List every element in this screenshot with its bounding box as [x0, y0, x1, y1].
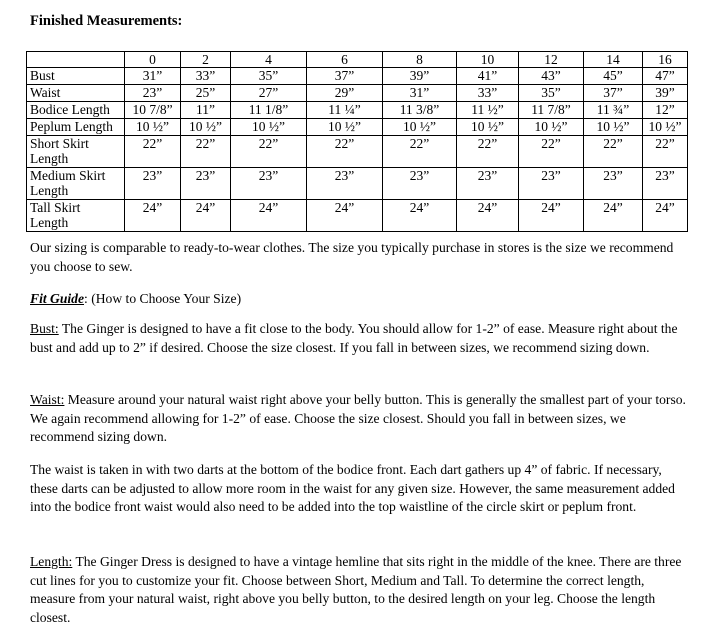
- table-cell: 23”: [231, 168, 307, 200]
- table-cell: 24”: [519, 200, 584, 232]
- table-cell: 39”: [643, 85, 688, 102]
- table-row: [27, 119, 688, 136]
- table-cell: 27”: [231, 85, 307, 102]
- table-cell: 23”: [457, 168, 519, 200]
- table-cell: 29”: [307, 85, 383, 102]
- table-cell: 31”: [383, 85, 457, 102]
- table-header-row: [27, 52, 688, 68]
- fit-guide-subtitle: : (How to Choose Your Size): [84, 291, 242, 306]
- table-row: [27, 85, 688, 102]
- table-cell: 22”: [307, 136, 383, 168]
- table-row: [27, 68, 688, 85]
- table-row: [27, 200, 688, 232]
- table-cell: 11 1/8”: [231, 102, 307, 119]
- row-label: Tall Skirt Length: [27, 200, 125, 232]
- table-cell: 10 ½”: [307, 119, 383, 136]
- table-cell: 24”: [181, 200, 231, 232]
- table-cell: 22”: [383, 136, 457, 168]
- table-cell: 10 7/8”: [125, 102, 181, 119]
- table-cell: 10 ½”: [584, 119, 643, 136]
- measurements-table: [26, 51, 688, 232]
- table-cell: 10 ½”: [643, 119, 688, 136]
- row-label: Bust: [27, 68, 125, 85]
- row-label: Waist: [27, 85, 125, 102]
- table-cell: 11 ½”: [457, 102, 519, 119]
- size-header: 6: [307, 52, 383, 68]
- waist-text: Measure around your natural waist right above your belly button. This is generally the smallest part of your torso. We again recommend allowing for 1-2” of ease. Choose the size closest. Should you fall in between sizes, we recommend sizing down.: [30, 392, 686, 444]
- table-cell: 23”: [519, 168, 584, 200]
- table-cell: 23”: [307, 168, 383, 200]
- fit-guide-title: Fit Guide: [30, 291, 85, 306]
- table-cell: 11 ¼”: [307, 102, 383, 119]
- size-header: 2: [181, 52, 231, 68]
- table-cell: 47”: [643, 68, 688, 85]
- bust-text: The Ginger is designed to have a fit close to the body. You should allow for 1-2” of ease. Measure right about the bust and add up to 2” if desired. Choose the size closest. If you fall in between sizes, we recommend sizing down.: [30, 321, 678, 355]
- fit-guide-heading: [30, 290, 692, 309]
- table-cell: 22”: [125, 136, 181, 168]
- table-cell: 45”: [584, 68, 643, 85]
- table-cell: 22”: [181, 136, 231, 168]
- table-cell: 11”: [181, 102, 231, 119]
- table-cell: 23”: [643, 168, 688, 200]
- sizing-note: Our sizing is comparable to ready-to-wear clothes. The size you typically purchase in stores is the size we recommend you choose to sew.: [30, 240, 674, 274]
- table-cell: 25”: [181, 85, 231, 102]
- waist-label: Waist:: [30, 392, 65, 407]
- size-header: 0: [125, 52, 181, 68]
- table-row: [27, 168, 688, 200]
- table-cell: 24”: [584, 200, 643, 232]
- table-cell: 12”: [643, 102, 688, 119]
- table-cell: 24”: [307, 200, 383, 232]
- table-cell: 23”: [125, 168, 181, 200]
- table-cell: 22”: [231, 136, 307, 168]
- table-cell: 11 7/8”: [519, 102, 584, 119]
- table-cell: 24”: [643, 200, 688, 232]
- table-cell: 24”: [457, 200, 519, 232]
- table-cell: 37”: [584, 85, 643, 102]
- table-cell: 10 ½”: [231, 119, 307, 136]
- table-cell: 11 ¾”: [584, 102, 643, 119]
- table-cell: 35”: [519, 85, 584, 102]
- table-cell: 41”: [457, 68, 519, 85]
- bust-paragraph: [30, 320, 692, 357]
- table-cell: 37”: [307, 68, 383, 85]
- table-cell: 24”: [125, 200, 181, 232]
- table-cell: 10 ½”: [181, 119, 231, 136]
- table-cell: 10 ½”: [457, 119, 519, 136]
- table-cell: 31”: [125, 68, 181, 85]
- size-header: 14: [584, 52, 643, 68]
- size-header: 8: [383, 52, 457, 68]
- table-cell: 33”: [181, 68, 231, 85]
- table-cell: 24”: [231, 200, 307, 232]
- table-cell: 22”: [643, 136, 688, 168]
- table-cell: 33”: [457, 85, 519, 102]
- table-cell: 22”: [584, 136, 643, 168]
- table-cell: 24”: [383, 200, 457, 232]
- size-header: 4: [231, 52, 307, 68]
- length-paragraph: [30, 553, 692, 627]
- table-cell: 10 ½”: [519, 119, 584, 136]
- table-cell: 23”: [584, 168, 643, 200]
- waist-paragraph: [30, 391, 692, 447]
- table-row: [27, 136, 688, 168]
- bust-label: Bust:: [30, 321, 59, 336]
- row-label: Peplum Length: [27, 119, 125, 136]
- table-cell: 23”: [125, 85, 181, 102]
- table-cell: 35”: [231, 68, 307, 85]
- table-cell: 23”: [181, 168, 231, 200]
- row-label: Medium Skirt Length: [27, 168, 125, 200]
- table-cell: 22”: [519, 136, 584, 168]
- table-cell: 10 ½”: [125, 119, 181, 136]
- length-label: Length:: [30, 554, 73, 569]
- length-text: The Ginger Dress is designed to have a vintage hemline that sits right in the middle of the knee. There are three cut lines for you to customize your fit. Choose between Short, Medium and Tall. To determine the correct length, measure from your natural waist, right above you belly button, to the desired length on your leg. Choose the length closest.: [30, 554, 682, 625]
- table-header-empty: [27, 52, 125, 68]
- size-header: 12: [519, 52, 584, 68]
- darts-paragraph: The waist is taken in with two darts at the bottom of the bodice front. Each dart gathers up 4” of fabric. If necessary, these darts can be adjusted to allow more room in the waist for any given size. However, the same measurement added into the bodice front waist would also need to be added into the top waistline of the circle skirt or peplum front.: [30, 462, 675, 514]
- size-header: 16: [643, 52, 688, 68]
- row-label: Bodice Length: [27, 102, 125, 119]
- table-cell: 10 ½”: [383, 119, 457, 136]
- table-cell: 22”: [457, 136, 519, 168]
- table-cell: 23”: [383, 168, 457, 200]
- table-cell: 11 3/8”: [383, 102, 457, 119]
- row-label: Short Skirt Length: [27, 136, 125, 168]
- page-title: Finished Measurements:: [30, 13, 183, 29]
- table-row: [27, 102, 688, 119]
- size-header: 10: [457, 52, 519, 68]
- table-cell: 39”: [383, 68, 457, 85]
- table-cell: 43”: [519, 68, 584, 85]
